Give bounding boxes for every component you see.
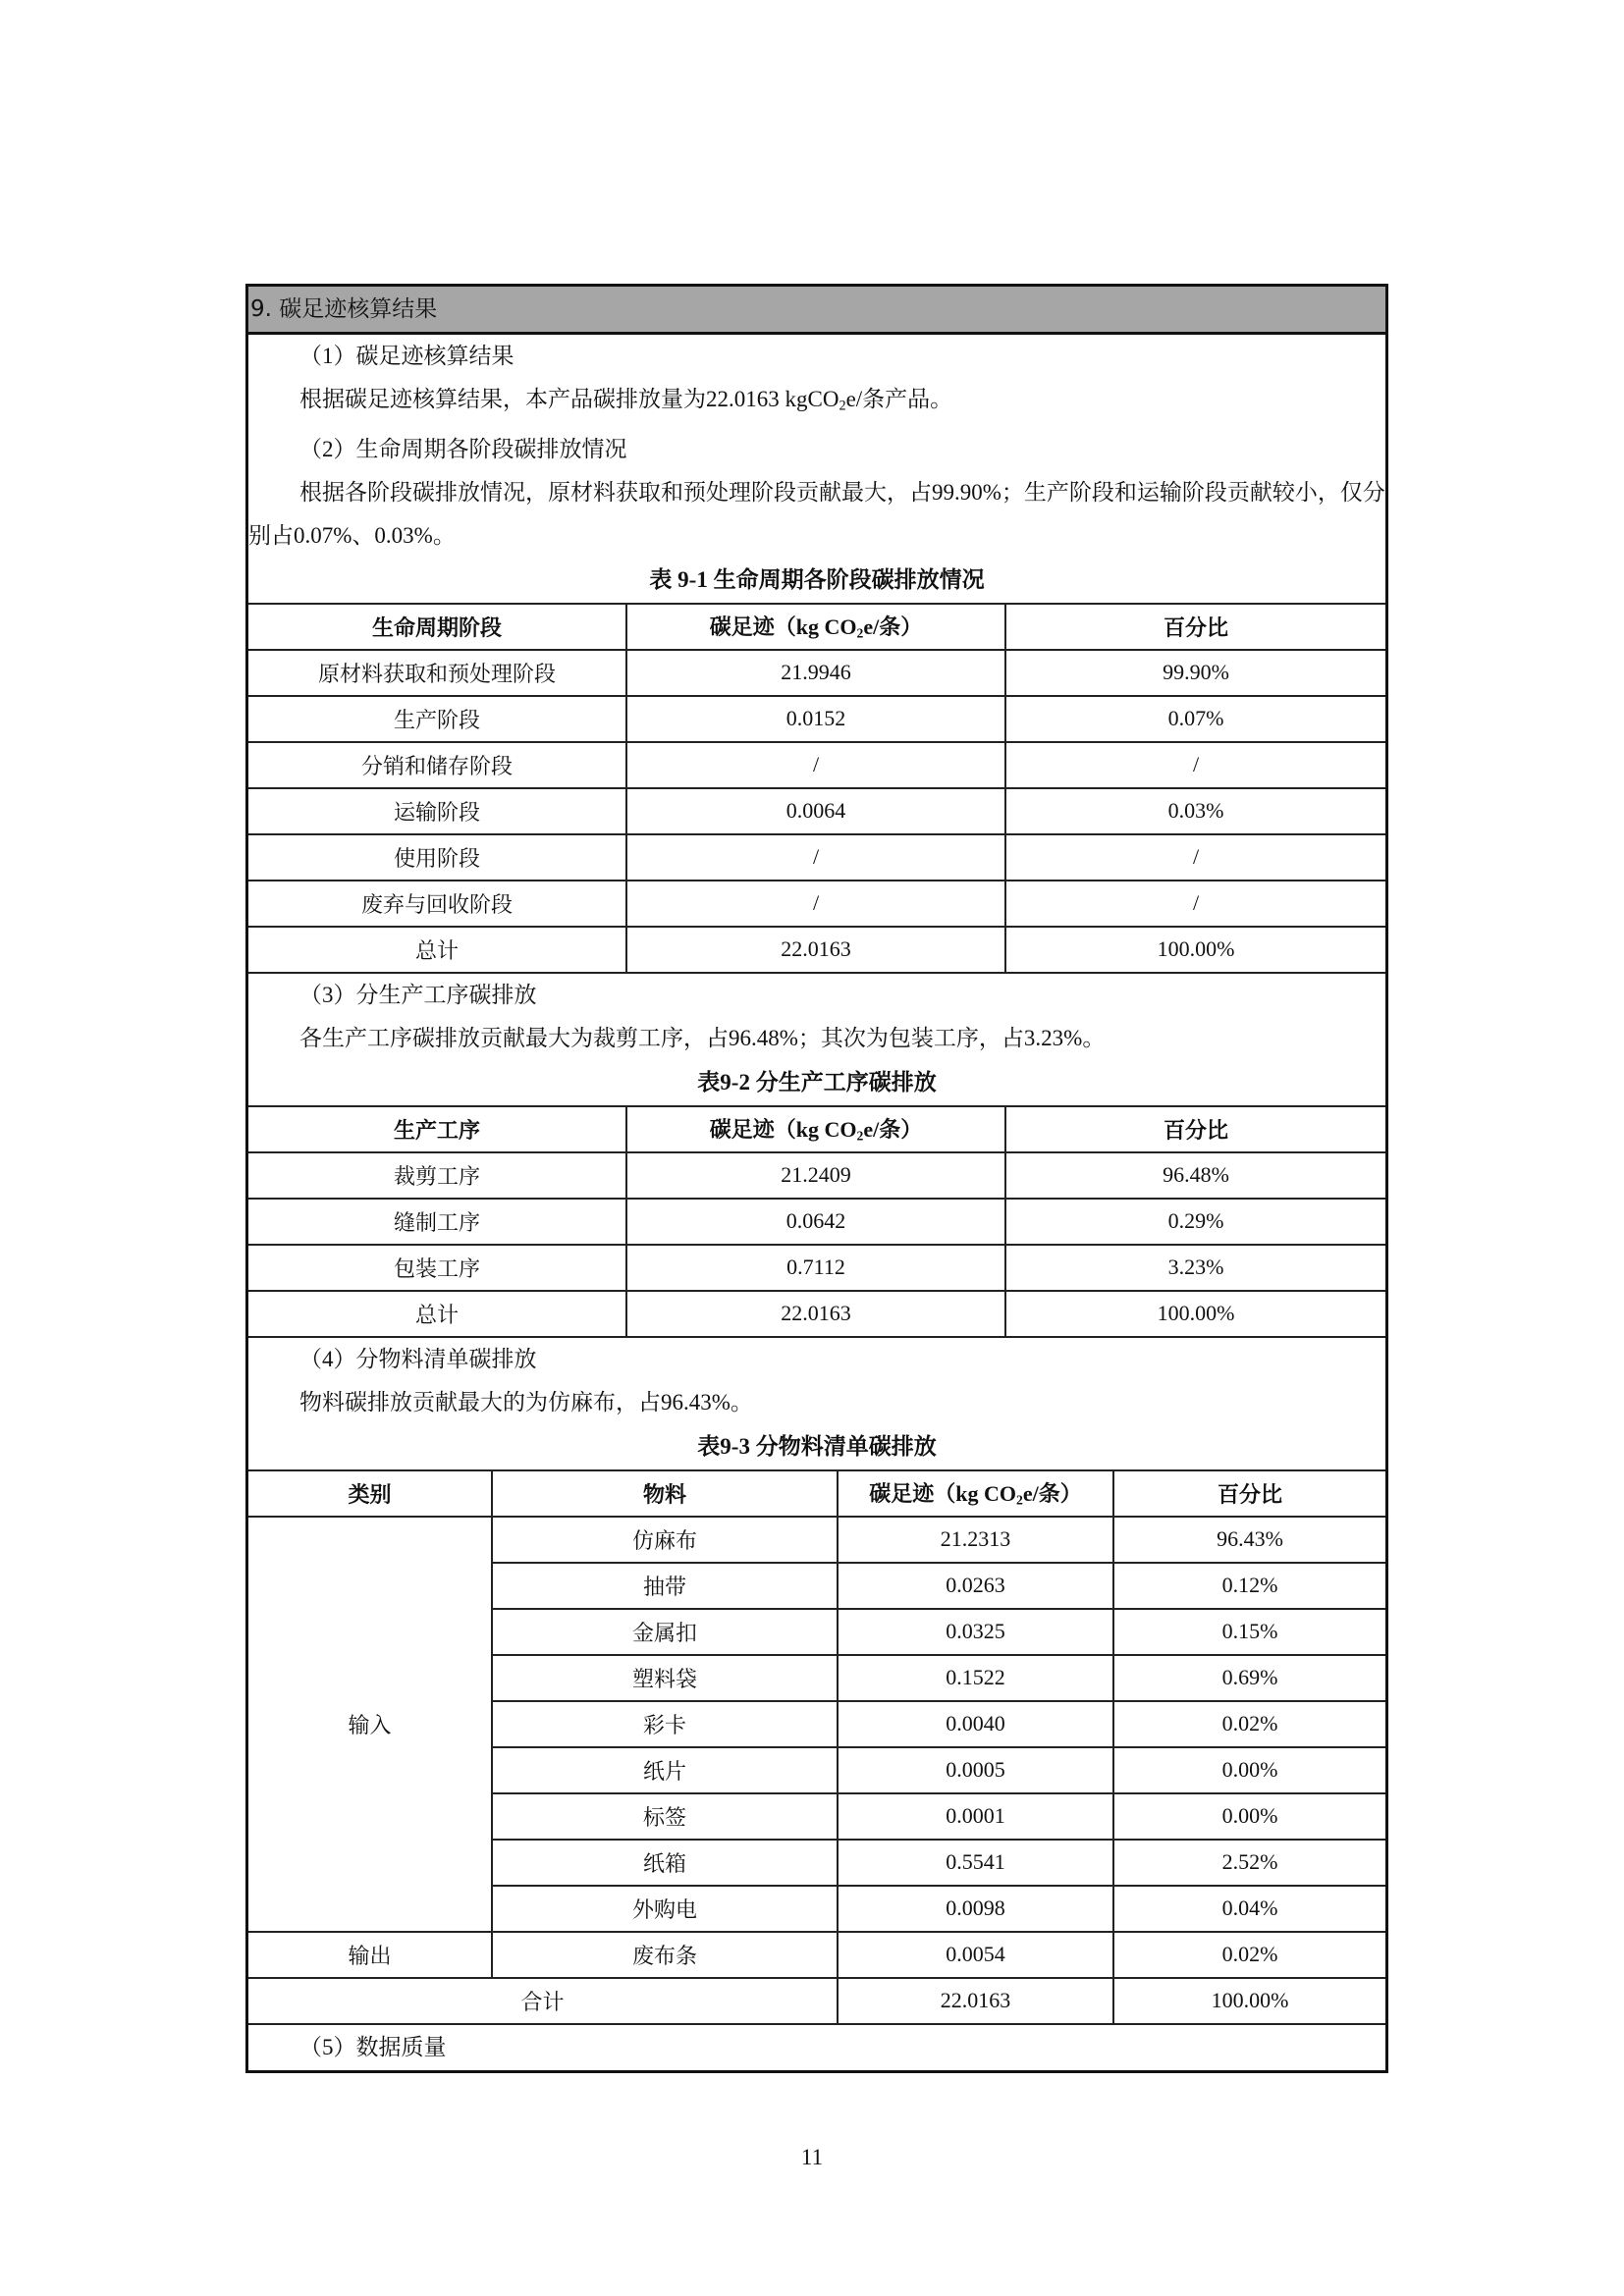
material-name: 金属扣 <box>492 1609 838 1655</box>
material-name: 彩卡 <box>492 1701 838 1747</box>
carbon-footprint-value: 21.2313 <box>838 1517 1113 1563</box>
column-header: 百分比 <box>1005 1106 1385 1152</box>
table-header-row <box>248 1470 1385 1517</box>
row-label: 原材料获取和预处理阶段 <box>248 650 626 696</box>
carbon-footprint-value: 0.0064 <box>626 788 1005 834</box>
percentage-value: 0.00% <box>1113 1793 1385 1840</box>
percentage-value: 0.03% <box>1005 788 1385 834</box>
carbon-footprint-value: / <box>626 742 1005 788</box>
table-row <box>248 927 1385 973</box>
row-label: 使用阶段 <box>248 834 626 881</box>
carbon-footprint-value: 21.2409 <box>626 1152 1005 1199</box>
column-header: 生产工序 <box>248 1106 626 1152</box>
table-row <box>248 696 1385 742</box>
subsection-heading-3: （3）分生产工序碳排放 <box>299 982 537 1007</box>
carbon-footprint-value: 0.0152 <box>626 696 1005 742</box>
row-label: 总计 <box>248 927 626 973</box>
material-name: 塑料袋 <box>492 1655 838 1701</box>
table-row <box>248 834 1385 881</box>
carbon-footprint-value: 0.0263 <box>838 1563 1113 1609</box>
percentage-value: 96.43% <box>1113 1517 1385 1563</box>
unit-text: 碳足迹（kg CO <box>709 1117 857 1143</box>
report-section-frame <box>245 284 1388 2073</box>
carbon-footprint-value: 0.0040 <box>838 1701 1113 1747</box>
page-number: 11 <box>800 2145 824 2169</box>
section-title: 9. 碳足迹核算结果 <box>248 287 1385 335</box>
unit-text: e/条） <box>863 1117 923 1143</box>
materials-table <box>248 1469 1385 2025</box>
column-header-unit <box>626 1106 1005 1152</box>
percentage-value: 0.69% <box>1113 1655 1385 1701</box>
material-name: 仿麻布 <box>492 1517 838 1563</box>
percentage-value: 0.02% <box>1113 1932 1385 1978</box>
category-output: 输出 <box>248 1932 492 1978</box>
percentage-value: 0.02% <box>1113 1701 1385 1747</box>
percentage-value: 3.23% <box>1005 1245 1385 1291</box>
unit-text: e/条） <box>863 614 923 640</box>
column-header: 物料 <box>492 1470 838 1517</box>
percentage-value: 100.00% <box>1005 927 1385 973</box>
table-row <box>248 1245 1385 1291</box>
subscript: 2 <box>856 1128 864 1144</box>
percentage-value: 2.52% <box>1113 1840 1385 1886</box>
lifecycle-table <box>248 603 1385 974</box>
total-label: 合计 <box>248 1978 838 2024</box>
table-row <box>248 1199 1385 1245</box>
carbon-footprint-value: 22.0163 <box>626 927 1005 973</box>
carbon-footprint-value: 0.1522 <box>838 1655 1113 1701</box>
percentage-value: 0.07% <box>1005 696 1385 742</box>
carbon-footprint-value: 0.0001 <box>838 1793 1113 1840</box>
row-label: 缝制工序 <box>248 1199 626 1245</box>
percentage-value: 96.48% <box>1005 1152 1385 1199</box>
unit-text: 碳足迹（kg CO <box>709 614 857 640</box>
subsection-heading-2: （2）生命周期各阶段碳排放情况 <box>299 436 627 461</box>
percentage-value: 0.12% <box>1113 1563 1385 1609</box>
subsection-heading-5: （5）数据质量 <box>299 2034 447 2059</box>
percentage-value: 0.04% <box>1113 1886 1385 1932</box>
table-row <box>248 881 1385 927</box>
table-row <box>248 742 1385 788</box>
table-total-row <box>248 1978 1385 2024</box>
paragraph-materials: 物料碳排放贡献最大的为仿麻布，占96.43%。 <box>299 1389 753 1415</box>
column-header: 生命周期阶段 <box>248 604 626 650</box>
carbon-footprint-value: / <box>626 881 1005 927</box>
table-row <box>248 788 1385 834</box>
paragraph-text: 根据碳足迹核算结果，本产品碳排放量为22.0163 kgCO <box>299 387 839 411</box>
material-name: 纸片 <box>492 1747 838 1793</box>
paragraph-process: 各生产工序碳排放贡献最大为裁剪工序，占96.48%；其次为包装工序，占3.23%。 <box>299 1025 1106 1050</box>
total-carbon-footprint: 22.0163 <box>838 1978 1113 2024</box>
column-header: 类别 <box>248 1470 492 1517</box>
material-name: 外购电 <box>492 1886 838 1932</box>
percentage-value: 99.90% <box>1005 650 1385 696</box>
percentage-value: 0.15% <box>1113 1609 1385 1655</box>
subscript: 2 <box>1016 1492 1023 1508</box>
column-header: 百分比 <box>1113 1470 1385 1517</box>
column-header: 百分比 <box>1005 604 1385 650</box>
paragraph-lifecycle: 根据各阶段碳排放情况，原材料获取和预处理阶段贡献最大，占99.90%；生产阶段和运输阶段贡献较小，仅分别占0.07%、0.03%。 <box>248 479 1385 548</box>
carbon-footprint-value: 0.0325 <box>838 1609 1113 1655</box>
carbon-footprint-value: 0.0005 <box>838 1747 1113 1793</box>
paragraph-total-emission <box>248 378 1385 428</box>
percentage-value: 0.29% <box>1005 1199 1385 1245</box>
percentage-value: 0.00% <box>1113 1747 1385 1793</box>
total-percentage: 100.00% <box>1113 1978 1385 2024</box>
table-row <box>248 650 1385 696</box>
category-input: 输入 <box>248 1517 492 1932</box>
row-label: 生产阶段 <box>248 696 626 742</box>
unit-text: e/条） <box>1022 1481 1082 1507</box>
carbon-footprint-value: 0.0098 <box>838 1886 1113 1932</box>
carbon-footprint-value: 22.0163 <box>626 1291 1005 1337</box>
percentage-value: 100.00% <box>1005 1291 1385 1337</box>
percentage-value: / <box>1005 834 1385 881</box>
table1-caption: 表 9-1 生命周期各阶段碳排放情况 <box>649 566 985 592</box>
percentage-value: / <box>1005 742 1385 788</box>
unit-text: 碳足迹（kg CO <box>869 1481 1017 1507</box>
row-label: 裁剪工序 <box>248 1152 626 1199</box>
subscript: 2 <box>839 398 846 414</box>
table-row <box>248 1291 1385 1337</box>
carbon-footprint-value: 0.0642 <box>626 1199 1005 1245</box>
table2-caption: 表9-2 分生产工序碳排放 <box>697 1069 937 1095</box>
carbon-footprint-value: 0.0054 <box>838 1932 1113 1978</box>
subscript: 2 <box>856 625 864 641</box>
table-header-row <box>248 1106 1385 1152</box>
process-table <box>248 1105 1385 1338</box>
table3-caption: 表9-3 分物料清单碳排放 <box>697 1433 937 1459</box>
table-row <box>248 1932 1385 1978</box>
table-row <box>248 1517 1385 1563</box>
material-name: 标签 <box>492 1793 838 1840</box>
paragraph-text: e/条产品。 <box>845 387 953 411</box>
row-label: 废弃与回收阶段 <box>248 881 626 927</box>
row-label: 总计 <box>248 1291 626 1337</box>
material-name: 废布条 <box>492 1932 838 1978</box>
table-header-row <box>248 604 1385 650</box>
carbon-footprint-value: 21.9946 <box>626 650 1005 696</box>
carbon-footprint-value: 0.5541 <box>838 1840 1113 1886</box>
material-name: 抽带 <box>492 1563 838 1609</box>
column-header-unit <box>626 604 1005 650</box>
row-label: 分销和储存阶段 <box>248 742 626 788</box>
row-label: 包装工序 <box>248 1245 626 1291</box>
subsection-heading-1: （1）碳足迹核算结果 <box>299 344 514 368</box>
carbon-footprint-value: / <box>626 834 1005 881</box>
subsection-heading-4: （4）分物料清单碳排放 <box>299 1346 537 1371</box>
row-label: 运输阶段 <box>248 788 626 834</box>
percentage-value: / <box>1005 881 1385 927</box>
carbon-footprint-value: 0.7112 <box>626 1245 1005 1291</box>
material-name: 纸箱 <box>492 1840 838 1886</box>
table-row <box>248 1152 1385 1199</box>
column-header-unit <box>838 1470 1113 1517</box>
